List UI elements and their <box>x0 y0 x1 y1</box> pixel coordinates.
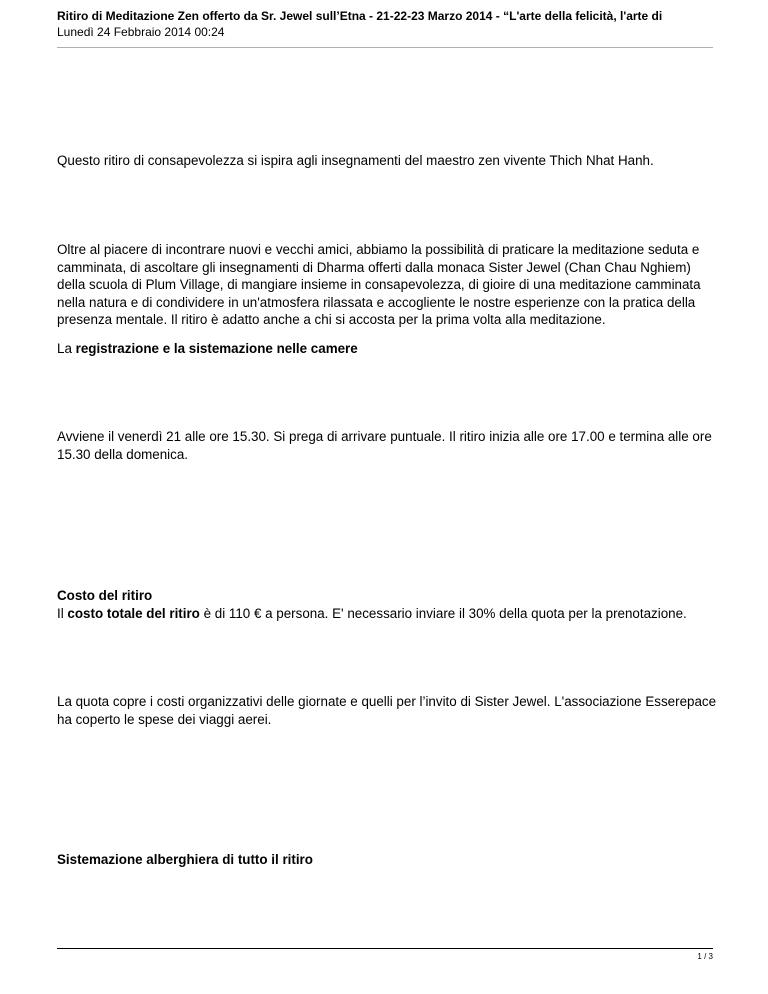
registration-paragraph: Avviene il venerdì 21 alle ore 15.30. Si prega di arrivare puntuale. Il ritiro inizia alle ore 17.00 e termina alle ore 15.30 della domenica. <box>57 429 712 462</box>
document-date: Lunedì 24 Febbraio 2014 00:24 <box>57 25 225 39</box>
page-number: 1 / 3 <box>697 952 713 961</box>
registration-heading: registrazione e la sistemazione nelle camere <box>75 341 358 356</box>
cost-section <box>57 587 722 622</box>
page-header <box>57 8 768 40</box>
registration-prefix: La <box>57 341 76 356</box>
cost-heading: Costo del ritiro <box>57 588 153 603</box>
cost-text: è di 110 € a persona. E' necessario inviare il 30% della quota per la prenotazione. <box>199 605 687 621</box>
cost-bold-label: costo totale del ritiro <box>67 605 200 621</box>
document-title: Ritiro di Meditazione Zen offerto da Sr. Jewel sull’Etna - 21-22-23 Marzo 2014 - “L'arte della felicità, l'arte di <box>57 9 663 23</box>
footer-divider <box>57 948 713 949</box>
coverage-paragraph: La quota copre i costi organizzativi delle giornate e quelli per l’invito di Sister Jewel. L'associazione Esserepace ha coperto le spese dei viaggi aerei. <box>57 694 717 727</box>
registration-heading-line <box>57 340 722 358</box>
hotel-heading: Sistemazione alberghiera di tutto il ritiro <box>57 852 313 867</box>
cost-prefix: Il <box>57 605 68 621</box>
header-divider <box>57 47 713 48</box>
description-paragraph: Oltre al piacere di incontrare nuovi e vecchi amici, abbiamo la possibilità di praticare la meditazione seduta e camminata, di ascoltare gli insegnamenti di Dharma offerti dalla monaca Sister Jewel (Chan Chau Nghiem) della scuola di Plum Village, di mangiare insieme in consapevolezza, di gioire di una meditazione camminata nella natura e di condividere in un'atmosfera rilassata e accogliente le nostre esperienze con la pratica della presenza mentale. Il ritiro è adatto anche a chi si accosta per la prima volta alla meditazione. <box>57 242 701 327</box>
intro-paragraph: Questo ritiro di consapevolezza si ispira agli insegnamenti del maestro zen vivente Thich Nhat Hanh. <box>57 153 654 168</box>
